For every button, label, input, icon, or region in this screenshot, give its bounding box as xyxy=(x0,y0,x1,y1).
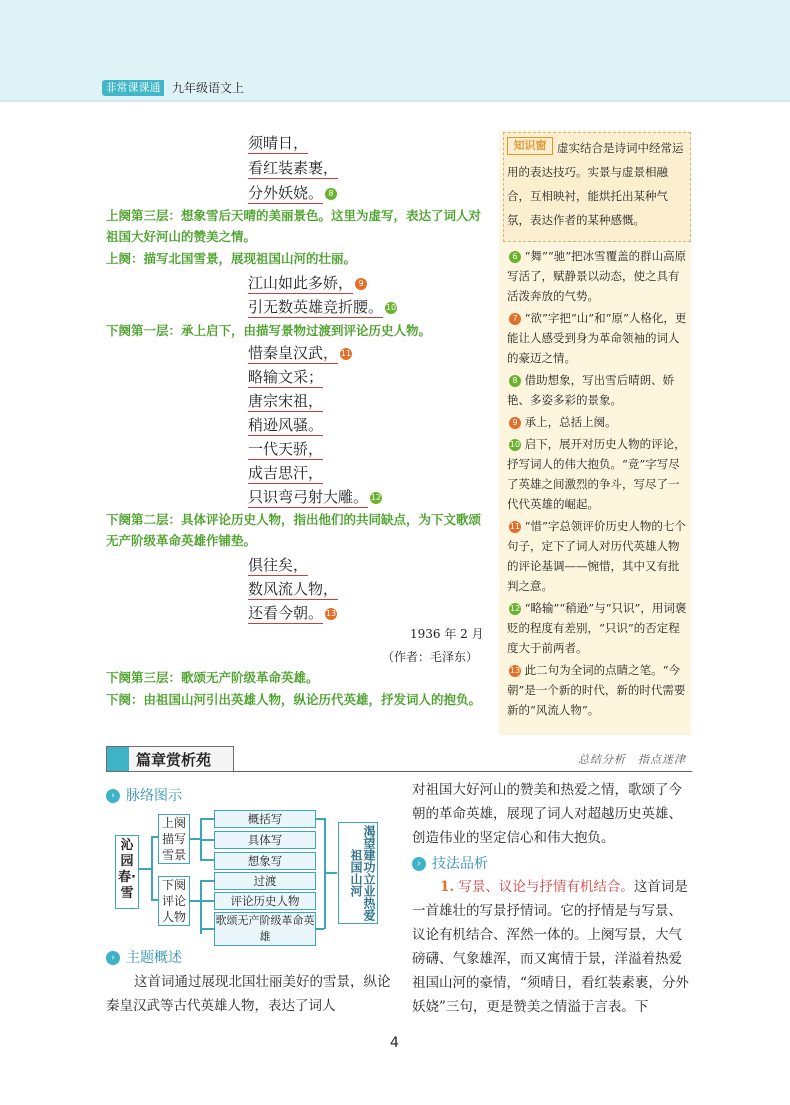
diagram-connector xyxy=(316,928,324,930)
diagram-connector xyxy=(200,839,214,841)
section-icon xyxy=(107,747,129,771)
diagram-connector xyxy=(200,859,214,861)
side-note: 10 启下，展开对历史人物的评论，抒写词人的伟大抱负。“竞”字写尽了英雄之间激烈的争斗，写尽了一代代英雄的崛起。 xyxy=(507,437,686,511)
note-number: 9 xyxy=(509,417,521,429)
theme-paragraph-left: 这首词通过展现北国壮丽美好的雪景，纵论秦皇汉武等古代英雄人物，表达了词人 xyxy=(106,974,391,1014)
diagram-connector xyxy=(200,880,202,934)
annotation-marker: 11 xyxy=(340,349,352,358)
series-badge: 非常课课通 xyxy=(102,80,164,96)
side-note: 6 “舞”“驰”把冰雪覆盖的群山高原写活了，赋静景以动态，使之具有活泼奔放的气势。 xyxy=(507,249,687,303)
side-note: 12 “略输”“稍逊”与“只识”，用词褒贬的程度有差别，“只识”的否定程度大于前两者。 xyxy=(507,601,687,655)
note-number: 13 xyxy=(509,666,521,675)
poem-line: 江山如此多娇， 9 xyxy=(248,273,367,293)
diagram-connector xyxy=(324,818,326,929)
analysis-note: 下阕第二层：具体评论历史人物，指出他们的共同缺点，为下文歌颂无产阶级革命英雄作铺垫。 xyxy=(106,512,482,548)
poem-line: 唐宗宋祖， xyxy=(248,392,324,410)
poem-author: （作者：毛泽东） xyxy=(382,650,479,664)
book-title: 九年级语文上 xyxy=(172,81,245,95)
subheading-structure: › 脉络图示 xyxy=(106,785,182,805)
note-number: 7 xyxy=(509,313,521,325)
subheading-theme: › 主题概述 xyxy=(106,947,182,967)
annotation-marker: 9 xyxy=(355,278,367,290)
section-title: 篇章赏析苑 xyxy=(136,751,212,769)
diagram-leaf: 评论历史人物 xyxy=(214,892,316,910)
diagram-connector xyxy=(190,838,200,840)
poem-line: 一代天骄， xyxy=(248,440,324,458)
side-note: 11 “惜”字总领评价历史人物的七个句子，定下了词人对历代英雄人物的评论基调——惋惜，其中又有批判之意。 xyxy=(507,519,686,593)
diagram-upper: 上阕描写雪景 xyxy=(158,814,190,864)
poem-line: 分外妖娆。 8 xyxy=(248,183,337,203)
poem-line: 看红装素裹， xyxy=(248,159,339,177)
note-number: 11 xyxy=(509,522,521,531)
analysis-note: 下阕：由祖国山河引出英雄人物，纵论历代英雄，抒发词人的抱负。 xyxy=(106,692,482,707)
poem-line: 成吉思汗， xyxy=(248,464,324,482)
note-number: 8 xyxy=(509,375,521,387)
diagram-connector xyxy=(200,818,214,820)
chevron-right-icon: › xyxy=(106,789,120,803)
poem-line: 惜秦皇汉武， 11 xyxy=(248,344,352,362)
annotation-marker: 10 xyxy=(385,303,397,312)
section-subtitle: 总结分析 指点迷津 xyxy=(578,753,686,766)
chevron-right-icon: › xyxy=(106,951,120,965)
diagram-connector xyxy=(190,900,200,902)
poem-line: 俱往矣， xyxy=(248,556,309,574)
diagram-connector xyxy=(200,880,214,882)
diagram-connector xyxy=(316,818,324,820)
top-divider xyxy=(0,100,790,102)
analysis-note: 上阕第三层：想象雪后天晴的美丽景色。这里为虚写，表达了词人对祖国大好河山的赞美之情。 xyxy=(106,208,482,244)
subheading-technique: › 技法品析 xyxy=(412,853,488,873)
side-note: 13 此二句为全词的点睛之笔。“今朝”是一个新的时代，新的时代需要新的“风流人物”。 xyxy=(507,663,686,717)
diagram-root: 沁园春·雪 xyxy=(115,835,139,909)
analysis-note: 下阕第三层：歌颂无产阶级革命英雄。 xyxy=(106,670,319,685)
diagram-connector xyxy=(139,868,151,870)
side-note: 7 “欲”字把“山”和“原”人格化，更能让人感受到身为革命领袖的词人的豪迈之情。 xyxy=(507,311,687,365)
section-rule xyxy=(232,771,692,772)
page-number: 4 xyxy=(390,1035,399,1051)
knowledge-tag: 知识窗 xyxy=(507,137,553,155)
side-notes-list xyxy=(507,246,687,722)
annotation-marker: 8 xyxy=(325,188,337,200)
poem-line: 数风流人物， xyxy=(248,580,339,598)
poem-line: 稍逊风骚。 xyxy=(248,416,324,434)
poem-line: 略输文采； xyxy=(248,368,324,386)
poem-date: 1936 年 2 月 xyxy=(410,627,484,641)
diagram-connector xyxy=(325,872,337,874)
knowledge-text: 虚实结合是诗词中经常运用的表达技巧。实景与虚景相融合，互相映衬，能烘托出某种气氛，表达作者的某种感慨。 xyxy=(507,141,684,227)
technique-paragraph: 1. 写景、议论与抒情有机结合。这首词是一首雄壮的写景抒情词。它的抒情是与写景、议论有机结合、浑然一体的。上阕写景，大气磅礴、气象雄浑，而又寓情于景，洋溢着热爱祖国山河的豪情，“须晴日，看红装素裹，分外妖娆”三句，更是赞美之情溢于言表。下 xyxy=(412,879,689,1015)
analysis-note: 上阕：描写北国雪景，展现祖国山河的壮丽。 xyxy=(106,251,357,266)
note-number: 6 xyxy=(509,251,521,263)
side-note: 9 承上，总括上阕。 xyxy=(507,412,687,432)
annotation-marker: 13 xyxy=(325,609,337,618)
annotation-marker: 12 xyxy=(370,493,382,502)
note-number: 12 xyxy=(509,604,521,613)
poem-line: 只识弯弓射大雕。 12 xyxy=(248,488,382,506)
diagram-leaf: 概括写 xyxy=(214,810,316,828)
diagram-conclusion: 渴望建功立业热爱祖国山河 xyxy=(338,822,378,924)
diagram-connector xyxy=(200,928,214,930)
analysis-note: 下阕第一层：承上启下，由描写景物过渡到评论历史人物。 xyxy=(106,323,432,338)
poem-line: 引无数英雄竞折腰。 10 xyxy=(248,298,397,316)
diagram-leaf: 想象写 xyxy=(214,852,316,870)
poem-line: 须晴日， xyxy=(248,134,309,152)
chevron-right-icon: › xyxy=(412,857,426,871)
note-number: 10 xyxy=(509,440,521,449)
diagram-connector xyxy=(200,900,214,902)
poem-line: 还看今朝。 13 xyxy=(248,604,337,622)
side-note: 8 借助想象，写出雪后晴朗、娇艳、多姿多彩的景象。 xyxy=(507,373,675,407)
diagram-leaf: 具体写 xyxy=(214,831,316,849)
diagram-leaf: 歌颂无产阶级革命英雄 xyxy=(214,912,316,946)
theme-paragraph-right: 对祖国大好河山的赞美和热爱之情，歌颂了今朝的革命英雄，展现了词人对超越历史英雄、创造伟业的坚定信心和伟大抱负。 xyxy=(412,782,682,846)
diagram-leaf: 过渡 xyxy=(214,872,316,890)
diagram-lower: 下阕评论人物 xyxy=(158,876,190,926)
diagram-connector xyxy=(151,836,153,900)
